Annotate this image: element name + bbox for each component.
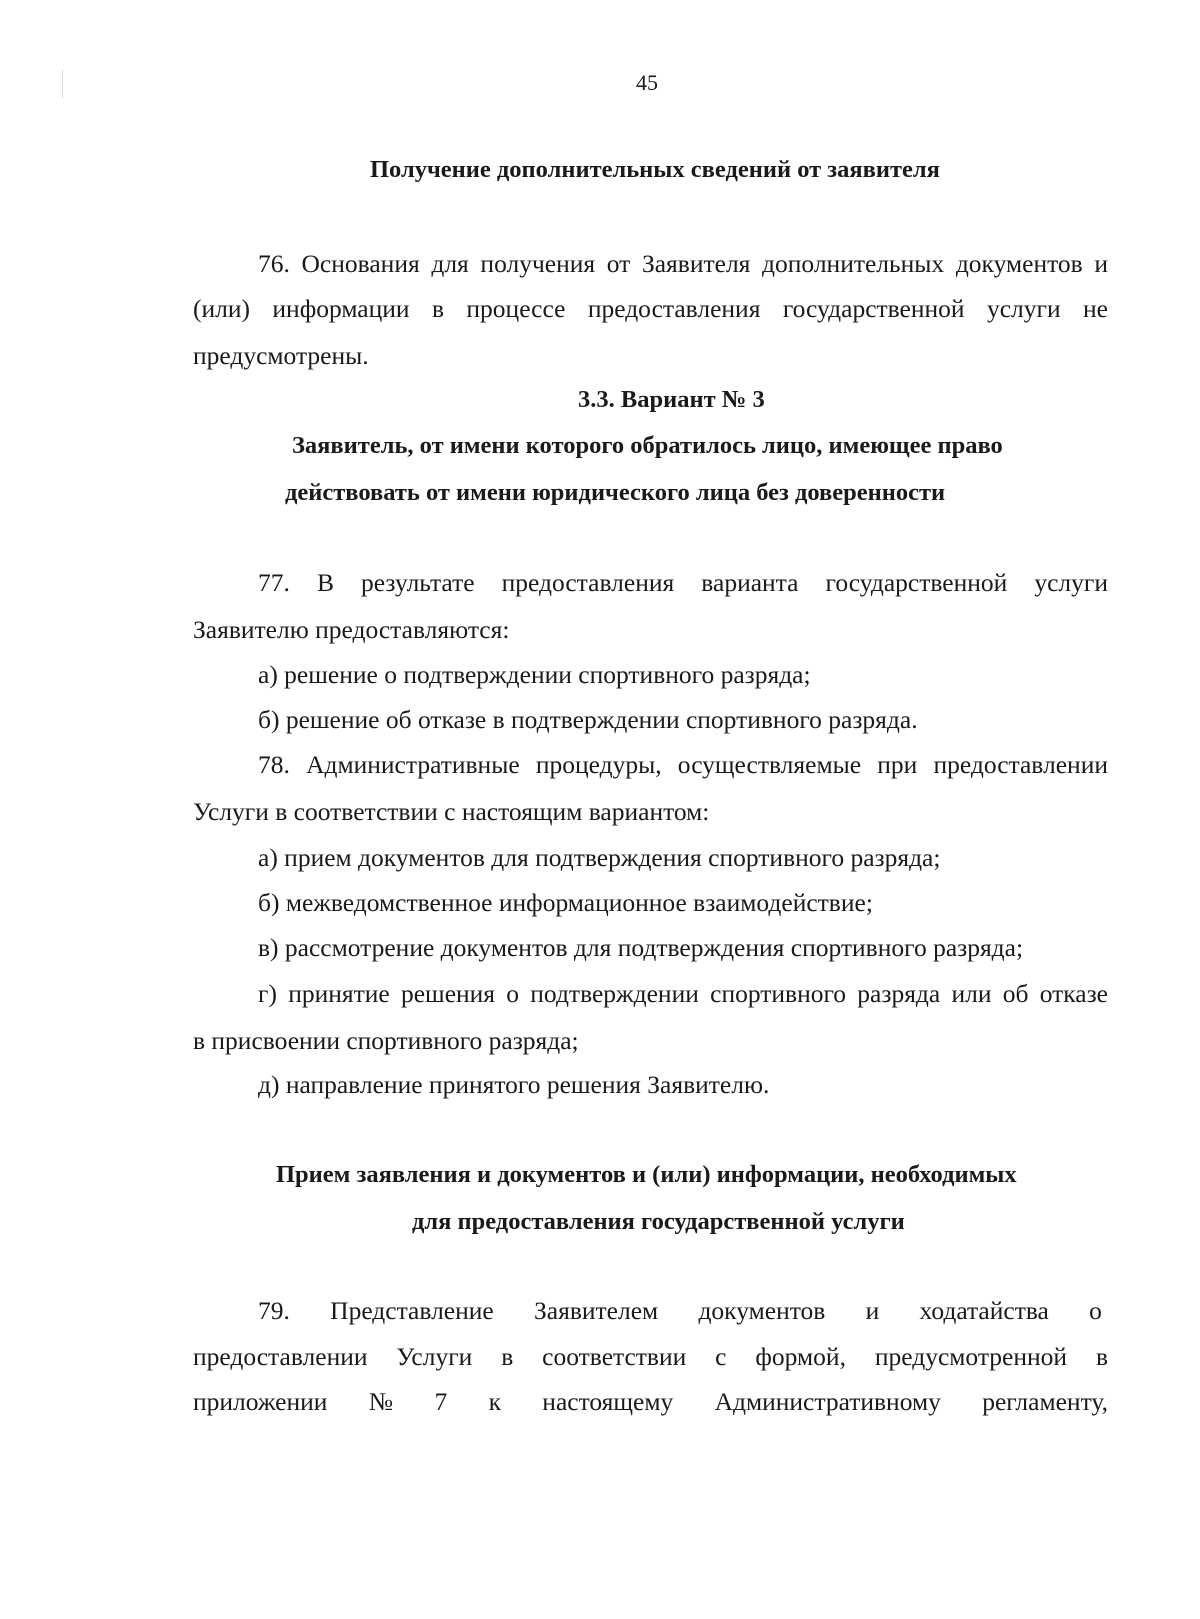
paragraph-79-word: и (865, 1296, 880, 1325)
paragraph-79-word: документов (698, 1296, 826, 1325)
variant-title-line-2: действовать от имени юридического лица без доверенности (285, 479, 946, 506)
paragraph-79-word: формой, (755, 1342, 846, 1371)
paragraph-78-item-g-line-1: г) принятие решения о подтверждении спортивного разряда или об отказе (258, 979, 1108, 1008)
paragraph-79-word: соответствии (542, 1342, 687, 1371)
paragraph-77-line-1: 77. В результате предоставления варианта государственной услуги (258, 568, 1108, 597)
paragraph-79-line-3 (193, 1389, 1108, 1415)
scan-margin-mark (62, 70, 63, 98)
paragraph-79-word: приложении (193, 1387, 328, 1416)
paragraph-77-item-a: а) решение о подтверждении спортивного разряда; (258, 660, 811, 689)
section-heading-reception-line-1: Прием заявления и документов и (или) информации, необходимых (276, 1161, 1017, 1188)
paragraph-78-item-b: б) межведомственное информационное взаимодействие; (258, 888, 873, 917)
paragraph-79-word: предоставлении (193, 1342, 368, 1371)
paragraph-79-word: с (715, 1342, 727, 1371)
page-number: 45 (636, 70, 658, 95)
paragraph-77-item-b: б) решение об отказе в подтверждении спортивного разряда. (258, 705, 918, 734)
paragraph-76-line-1: 76. Основания для получения от Заявителя дополнительных документов и (258, 249, 1108, 278)
paragraph-78-item-a: а) прием документов для подтверждения спортивного разряда; (258, 843, 941, 872)
paragraph-78-item-g-line-2: в присвоении спортивного разряда; (193, 1026, 579, 1055)
paragraph-79-word: № (368, 1387, 394, 1416)
paragraph-79-word: Представление (330, 1296, 494, 1325)
paragraph-79-word: в (501, 1342, 514, 1371)
paragraph-79-word: настоящему (542, 1387, 674, 1416)
paragraph-79-word: регламенту, (982, 1387, 1108, 1416)
paragraph-79-word: ходатайства (919, 1296, 1049, 1325)
paragraph-79-word: 79. (258, 1296, 290, 1325)
paragraph-79-word: Услуги (396, 1342, 473, 1371)
paragraph-79-word: к (488, 1387, 501, 1416)
paragraph-79-line-2 (193, 1344, 1108, 1370)
section-heading-reception-line-2: для предоставления государственной услуги (412, 1208, 905, 1235)
paragraph-79-word: в (1095, 1342, 1108, 1371)
paragraph-79-word: Административному (714, 1387, 941, 1416)
paragraph-78-line-2: Услуги в соответствии с настоящим вариантом: (193, 797, 710, 826)
paragraph-76-line-2: (или) информации в процессе предоставления государственной услуги не (193, 294, 1108, 323)
paragraph-79-word: предусмотренной (874, 1342, 1068, 1371)
variant-title-line-1: Заявитель, от имени которого обратилось лицо, имеющее право (292, 432, 1003, 459)
paragraph-79-word: о (1089, 1296, 1102, 1325)
section-heading-additional-info: Получение дополнительных сведений от заявителя (370, 156, 940, 183)
variant-heading: 3.3. Вариант № 3 (578, 386, 765, 413)
paragraph-79-line-1 (258, 1298, 1102, 1324)
paragraph-76-line-3: предусмотрены. (193, 341, 369, 370)
paragraph-78-line-1: 78. Административные процедуры, осуществляемые при предоставлении (258, 750, 1108, 779)
paragraph-79-word: Заявителем (534, 1296, 659, 1325)
paragraph-79-word: 7 (434, 1387, 448, 1416)
paragraph-78-item-v: в) рассмотрение документов для подтверждения спортивного разряда; (258, 933, 1024, 962)
paragraph-77-line-2: Заявителю предоставляются: (193, 615, 510, 644)
paragraph-78-item-d: д) направление принятого решения Заявителю. (258, 1070, 770, 1099)
